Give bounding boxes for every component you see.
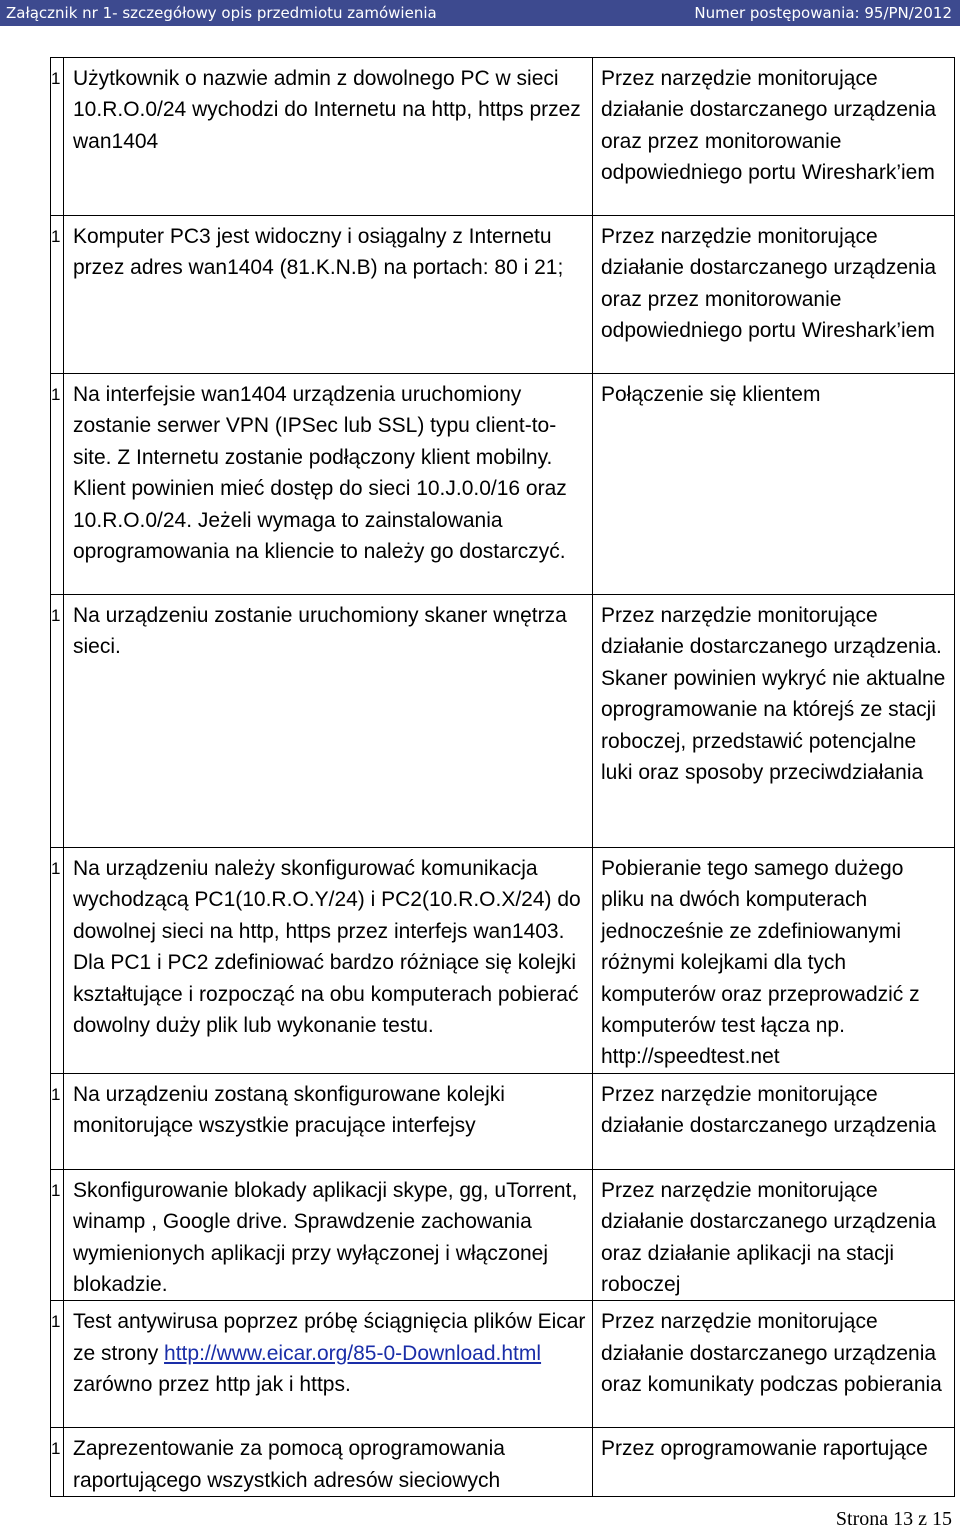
- row-verification-method: Pobieranie tego samego dużego pliku na dwóch komputerach jednocześnie ze zdefiniowanymi różnymi kolejkami dla tych komputerów oraz przeprowadzić z komputerów test łącza np. http://speedtest.net: [593, 848, 955, 1074]
- description-text: zarówno przez http jak i https.: [73, 1373, 351, 1397]
- row-description: [64, 1301, 593, 1428]
- row-number: 1: [51, 374, 64, 595]
- row-description: Zaprezentowanie za pomocą oprogramowania raportującego wszystkich adresów sieciowych: [64, 1428, 593, 1497]
- row-number: 1: [51, 1301, 64, 1428]
- row-verification-method: Przez narzędzie monitorujące działanie dostarczanego urządzenia oraz przez monitorowanie odpowiedniego portu Wireshark’iem: [593, 58, 955, 216]
- row-verification-method: Przez oprogramowanie raportujące: [593, 1428, 955, 1497]
- row-description: Użytkownik o nazwie admin z dowolnego PC w sieci 10.R.O.0/24 wychodzi do Internetu na http, https przez wan1404: [64, 58, 593, 216]
- row-number: 1: [51, 216, 64, 374]
- row-description: Na urządzeniu zostanie uruchomiony skaner wnętrza sieci.: [64, 595, 593, 848]
- row-number: 1: [51, 58, 64, 216]
- header-title: Załącznik nr 1- szczegółowy opis przedmiotu zamówienia: [6, 4, 437, 22]
- row-description: Na urządzeniu należy skonfigurować komunikacja wychodzącą PC1(10.R.O.Y/24) i PC2(10.R.O.X/24) do dowolnej sieci na http, https przez interfejs wan1403. Dla PC1 i PC2 zdefiniować bardzo różniące się kolejki kształtujące i rozpocząć na obu komputerach pobierać dowolny duży plik lub wykonanie testu.: [64, 848, 593, 1074]
- table-row: [51, 1428, 955, 1497]
- row-number: 1: [51, 595, 64, 848]
- row-number: 1: [51, 1073, 64, 1169]
- page-header: [0, 0, 960, 26]
- row-description: Na urządzeniu zostaną skonfigurowane kolejki monitorujące wszystkie pracujące interfejsy: [64, 1073, 593, 1169]
- table-row: [51, 1169, 955, 1301]
- row-description: Na interfejsie wan1404 urządzenia uruchomiony zostanie serwer VPN (IPSec lub SSL) typu client-to-site. Z Internetu zostanie podłączony klient mobilny. Klient powinien mieć dostęp do sieci 10.J.0.0/16 oraz 10.R.O.0/24. Jeżeli wymaga to zainstalowania oprogramowania na kliencie to należy go dostarczyć.: [64, 374, 593, 595]
- table-row: [51, 1073, 955, 1169]
- table-row: [51, 374, 955, 595]
- row-description: Skonfigurowanie blokady aplikacji skype, gg, uTorrent, winamp , Google drive. Sprawdzenie zachowania wymienionych aplikacji przy wyłączonej i włączonej blokadzie.: [64, 1169, 593, 1301]
- requirements-table: [50, 57, 955, 1497]
- row-verification-method: Przez narzędzie monitorujące działanie dostarczanego urządzenia oraz komunikaty podczas pobierania: [593, 1301, 955, 1428]
- row-verification-method: Przez narzędzie monitorujące działanie dostarczanego urządzenia oraz przez monitorowanie odpowiedniego portu Wireshark’iem: [593, 216, 955, 374]
- row-description: Komputer PC3 jest widoczny i osiągalny z Internetu przez adres wan1404 (81.K.N.B) na portach: 80 i 21;: [64, 216, 593, 374]
- row-number: 1: [51, 1428, 64, 1497]
- row-verification-method: Połączenie się klientem: [593, 374, 955, 595]
- row-verification-method: Przez narzędzie monitorujące działanie dostarczanego urządzenia: [593, 1073, 955, 1169]
- table-row: [51, 1301, 955, 1428]
- table-row: [51, 595, 955, 848]
- page-number: Strona 13 z 15: [835, 1508, 952, 1530]
- table-row: [51, 848, 955, 1074]
- table-row: [51, 216, 955, 374]
- row-number: 1: [51, 848, 64, 1074]
- header-reference-number: Numer postępowania: 95/PN/2012: [694, 4, 952, 22]
- row-verification-method: Przez narzędzie monitorujące działanie dostarczanego urządzenia oraz działanie aplikacji na stacji roboczej: [593, 1169, 955, 1301]
- eicar-download-link[interactable]: http://www.eicar.org/85-0-Download.html: [164, 1341, 542, 1365]
- table-row: [51, 58, 955, 216]
- row-verification-method: Przez narzędzie monitorujące działanie dostarczanego urządzenia. Skaner powinien wykryć nie aktualne oprogramowanie na którejś ze stacji roboczej, przedstawić potencjalne luki oraz sposoby przeciwdziałania: [593, 595, 955, 848]
- description-text: Test antywirusa poprzez próbę ściągnięcia plików Eicar ze strony: [73, 1310, 586, 1365]
- row-number: 1: [51, 1169, 64, 1301]
